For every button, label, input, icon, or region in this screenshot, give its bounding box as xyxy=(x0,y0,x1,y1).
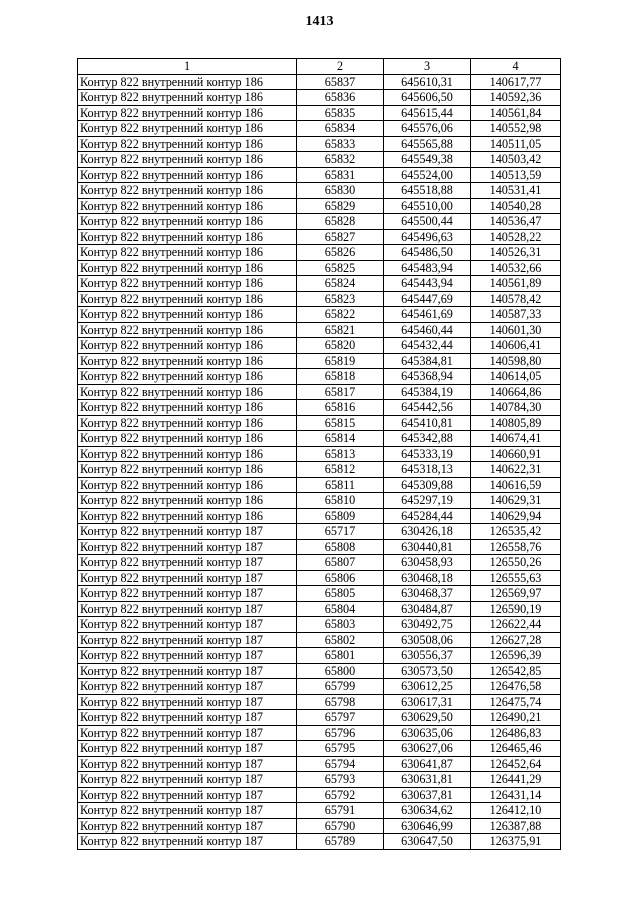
table-row xyxy=(78,570,561,586)
y-coordinate-cell: 140526,31 xyxy=(471,245,561,261)
y-coordinate-cell: 126622,44 xyxy=(471,617,561,633)
point-number-cell: 65807 xyxy=(297,555,384,571)
x-coordinate-cell: 645486,50 xyxy=(384,245,471,261)
y-coordinate-cell: 126535,42 xyxy=(471,524,561,540)
point-number-cell: 65834 xyxy=(297,121,384,137)
contour-name-cell: Контур 822 внутренний контур 187 xyxy=(78,725,297,741)
table-row xyxy=(78,384,561,400)
y-coordinate-cell: 140561,84 xyxy=(471,105,561,121)
point-number-cell: 65801 xyxy=(297,648,384,664)
table-row xyxy=(78,276,561,292)
x-coordinate-cell: 630468,18 xyxy=(384,570,471,586)
point-number-cell: 65798 xyxy=(297,694,384,710)
y-coordinate-cell: 126486,83 xyxy=(471,725,561,741)
page-number: 1413 xyxy=(305,14,334,29)
x-coordinate-cell: 630647,50 xyxy=(384,834,471,850)
x-coordinate-cell: 630492,75 xyxy=(384,617,471,633)
point-number-cell: 65805 xyxy=(297,586,384,602)
contour-name-cell: Контур 822 внутренний контур 186 xyxy=(78,400,297,416)
table-row xyxy=(78,369,561,385)
point-number-cell: 65827 xyxy=(297,229,384,245)
contour-name-cell: Контур 822 внутренний контур 186 xyxy=(78,121,297,137)
point-number-cell: 65806 xyxy=(297,570,384,586)
point-number-cell: 65821 xyxy=(297,322,384,338)
table-row xyxy=(78,291,561,307)
x-coordinate-cell: 645510,00 xyxy=(384,198,471,214)
point-number-cell: 65832 xyxy=(297,152,384,168)
contour-name-cell: Контур 822 внутренний контур 186 xyxy=(78,74,297,90)
contour-name-cell: Контур 822 внутренний контур 187 xyxy=(78,803,297,819)
table-row xyxy=(78,694,561,710)
x-coordinate-cell: 630617,31 xyxy=(384,694,471,710)
point-number-cell: 65829 xyxy=(297,198,384,214)
contour-name-cell: Контур 822 внутренний контур 186 xyxy=(78,462,297,478)
y-coordinate-cell: 140587,33 xyxy=(471,307,561,323)
table-row xyxy=(78,648,561,664)
y-coordinate-cell: 140601,30 xyxy=(471,322,561,338)
table-row xyxy=(78,555,561,571)
point-number-cell: 65799 xyxy=(297,679,384,695)
contour-name-cell: Контур 822 внутренний контур 186 xyxy=(78,508,297,524)
table-row xyxy=(78,772,561,788)
x-coordinate-cell: 630637,81 xyxy=(384,787,471,803)
table-row xyxy=(78,586,561,602)
point-number-cell: 65836 xyxy=(297,90,384,106)
contour-name-cell: Контур 822 внутренний контур 186 xyxy=(78,245,297,261)
x-coordinate-cell: 645342,88 xyxy=(384,431,471,447)
y-coordinate-cell: 140629,94 xyxy=(471,508,561,524)
point-number-cell: 65817 xyxy=(297,384,384,400)
header-col-3: 3 xyxy=(384,59,471,75)
x-coordinate-cell: 645447,69 xyxy=(384,291,471,307)
y-coordinate-cell: 140552,98 xyxy=(471,121,561,137)
contour-name-cell: Контур 822 внутренний контур 187 xyxy=(78,818,297,834)
contour-name-cell: Контур 822 внутренний контур 187 xyxy=(78,710,297,726)
point-number-cell: 65790 xyxy=(297,818,384,834)
x-coordinate-cell: 630612,25 xyxy=(384,679,471,695)
table-row xyxy=(78,415,561,431)
y-coordinate-cell: 140528,22 xyxy=(471,229,561,245)
x-coordinate-cell: 630468,37 xyxy=(384,586,471,602)
contour-name-cell: Контур 822 внутренний контур 187 xyxy=(78,679,297,695)
point-number-cell: 65792 xyxy=(297,787,384,803)
table-row xyxy=(78,803,561,819)
y-coordinate-cell: 140561,89 xyxy=(471,276,561,292)
contour-name-cell: Контур 822 внутренний контур 187 xyxy=(78,741,297,757)
table-row xyxy=(78,229,561,245)
y-coordinate-cell: 126452,64 xyxy=(471,756,561,772)
y-coordinate-cell: 126375,91 xyxy=(471,834,561,850)
contour-name-cell: Контур 822 внутренний контур 187 xyxy=(78,834,297,850)
table-row xyxy=(78,446,561,462)
point-number-cell: 65820 xyxy=(297,338,384,354)
x-coordinate-cell: 630440,81 xyxy=(384,539,471,555)
point-number-cell: 65795 xyxy=(297,741,384,757)
y-coordinate-cell: 140598,80 xyxy=(471,353,561,369)
x-coordinate-cell: 645496,63 xyxy=(384,229,471,245)
contour-name-cell: Контур 822 внутренний контур 187 xyxy=(78,756,297,772)
y-coordinate-cell: 140805,89 xyxy=(471,415,561,431)
contour-name-cell: Контур 822 внутренний контур 186 xyxy=(78,167,297,183)
contour-name-cell: Контур 822 внутренний контур 186 xyxy=(78,431,297,447)
table-row xyxy=(78,663,561,679)
table-row xyxy=(78,679,561,695)
contour-name-cell: Контур 822 внутренний контур 186 xyxy=(78,477,297,493)
table-row xyxy=(78,183,561,199)
table-row xyxy=(78,121,561,137)
contour-name-cell: Контур 822 внутренний контур 186 xyxy=(78,307,297,323)
point-number-cell: 65828 xyxy=(297,214,384,230)
x-coordinate-cell: 645461,69 xyxy=(384,307,471,323)
y-coordinate-cell: 140616,59 xyxy=(471,477,561,493)
x-coordinate-cell: 630641,87 xyxy=(384,756,471,772)
point-number-cell: 65830 xyxy=(297,183,384,199)
table-row xyxy=(78,741,561,757)
coordinates-table xyxy=(77,58,561,850)
table-row xyxy=(78,818,561,834)
y-coordinate-cell: 140606,41 xyxy=(471,338,561,354)
point-number-cell: 65837 xyxy=(297,74,384,90)
y-coordinate-cell: 140614,05 xyxy=(471,369,561,385)
table-row xyxy=(78,477,561,493)
table-row xyxy=(78,834,561,850)
contour-name-cell: Контур 822 внутренний контур 186 xyxy=(78,276,297,292)
y-coordinate-cell: 126476,58 xyxy=(471,679,561,695)
point-number-cell: 65825 xyxy=(297,260,384,276)
y-coordinate-cell: 126627,28 xyxy=(471,632,561,648)
contour-name-cell: Контур 822 внутренний контур 186 xyxy=(78,214,297,230)
y-coordinate-cell: 126558,76 xyxy=(471,539,561,555)
table-row xyxy=(78,90,561,106)
x-coordinate-cell: 645410,81 xyxy=(384,415,471,431)
contour-name-cell: Контур 822 внутренний контур 186 xyxy=(78,136,297,152)
x-coordinate-cell: 630508,06 xyxy=(384,632,471,648)
header-row xyxy=(78,59,561,75)
point-number-cell: 65809 xyxy=(297,508,384,524)
point-number-cell: 65813 xyxy=(297,446,384,462)
point-number-cell: 65794 xyxy=(297,756,384,772)
contour-name-cell: Контур 822 внутренний контур 187 xyxy=(78,772,297,788)
y-coordinate-cell: 126490,21 xyxy=(471,710,561,726)
contour-name-cell: Контур 822 внутренний контур 187 xyxy=(78,570,297,586)
table-body xyxy=(78,74,561,849)
contour-name-cell: Контур 822 внутренний контур 186 xyxy=(78,415,297,431)
contour-name-cell: Контур 822 внутренний контур 186 xyxy=(78,229,297,245)
y-coordinate-cell: 140511,05 xyxy=(471,136,561,152)
table-header xyxy=(78,59,561,75)
x-coordinate-cell: 645443,94 xyxy=(384,276,471,292)
table-row xyxy=(78,245,561,261)
table-row xyxy=(78,756,561,772)
point-number-cell: 65793 xyxy=(297,772,384,788)
y-coordinate-cell: 140629,31 xyxy=(471,493,561,509)
x-coordinate-cell: 645549,38 xyxy=(384,152,471,168)
point-number-cell: 65835 xyxy=(297,105,384,121)
contour-name-cell: Контур 822 внутренний контур 187 xyxy=(78,617,297,633)
contour-name-cell: Контур 822 внутренний контур 187 xyxy=(78,694,297,710)
y-coordinate-cell: 140578,42 xyxy=(471,291,561,307)
x-coordinate-cell: 645576,06 xyxy=(384,121,471,137)
y-coordinate-cell: 126387,88 xyxy=(471,818,561,834)
y-coordinate-cell: 140617,77 xyxy=(471,74,561,90)
table-row xyxy=(78,198,561,214)
contour-name-cell: Контур 822 внутренний контур 186 xyxy=(78,152,297,168)
y-coordinate-cell: 126550,26 xyxy=(471,555,561,571)
point-number-cell: 65791 xyxy=(297,803,384,819)
x-coordinate-cell: 645442,56 xyxy=(384,400,471,416)
point-number-cell: 65823 xyxy=(297,291,384,307)
x-coordinate-cell: 645565,88 xyxy=(384,136,471,152)
x-coordinate-cell: 645460,44 xyxy=(384,322,471,338)
contour-name-cell: Контур 822 внутренний контур 186 xyxy=(78,446,297,462)
y-coordinate-cell: 140664,86 xyxy=(471,384,561,400)
y-coordinate-cell: 140513,59 xyxy=(471,167,561,183)
contour-name-cell: Контур 822 внутренний контур 186 xyxy=(78,322,297,338)
contour-name-cell: Контур 822 внутренний контур 187 xyxy=(78,648,297,664)
contour-name-cell: Контур 822 внутренний контур 187 xyxy=(78,539,297,555)
y-coordinate-cell: 126596,39 xyxy=(471,648,561,664)
x-coordinate-cell: 645284,44 xyxy=(384,508,471,524)
table-row xyxy=(78,493,561,509)
x-coordinate-cell: 630484,87 xyxy=(384,601,471,617)
x-coordinate-cell: 630556,37 xyxy=(384,648,471,664)
y-coordinate-cell: 126465,46 xyxy=(471,741,561,757)
y-coordinate-cell: 126555,63 xyxy=(471,570,561,586)
y-coordinate-cell: 140784,30 xyxy=(471,400,561,416)
point-number-cell: 65818 xyxy=(297,369,384,385)
contour-name-cell: Контур 822 внутренний контур 186 xyxy=(78,90,297,106)
contour-name-cell: Контур 822 внутренний контур 187 xyxy=(78,632,297,648)
table-row xyxy=(78,260,561,276)
contour-name-cell: Контур 822 внутренний контур 187 xyxy=(78,663,297,679)
contour-name-cell: Контур 822 внутренний контур 186 xyxy=(78,105,297,121)
y-coordinate-cell: 140674,41 xyxy=(471,431,561,447)
x-coordinate-cell: 645297,19 xyxy=(384,493,471,509)
point-number-cell: 65810 xyxy=(297,493,384,509)
y-coordinate-cell: 126590,19 xyxy=(471,601,561,617)
contour-name-cell: Контур 822 внутренний контур 186 xyxy=(78,353,297,369)
y-coordinate-cell: 140532,66 xyxy=(471,260,561,276)
x-coordinate-cell: 645368,94 xyxy=(384,369,471,385)
table-row xyxy=(78,787,561,803)
x-coordinate-cell: 645309,88 xyxy=(384,477,471,493)
x-coordinate-cell: 630646,99 xyxy=(384,818,471,834)
contour-name-cell: Контур 822 внутренний контур 187 xyxy=(78,586,297,602)
table-row xyxy=(78,307,561,323)
point-number-cell: 65831 xyxy=(297,167,384,183)
contour-name-cell: Контур 822 внутренний контур 186 xyxy=(78,183,297,199)
table-row xyxy=(78,214,561,230)
header-col-1: 1 xyxy=(78,59,297,75)
contour-name-cell: Контур 822 внутренний контур 186 xyxy=(78,338,297,354)
x-coordinate-cell: 645610,31 xyxy=(384,74,471,90)
contour-name-cell: Контур 822 внутренний контур 187 xyxy=(78,601,297,617)
point-number-cell: 65797 xyxy=(297,710,384,726)
x-coordinate-cell: 645483,94 xyxy=(384,260,471,276)
x-coordinate-cell: 630627,06 xyxy=(384,741,471,757)
table-row xyxy=(78,338,561,354)
point-number-cell: 65816 xyxy=(297,400,384,416)
y-coordinate-cell: 126542,85 xyxy=(471,663,561,679)
x-coordinate-cell: 630426,18 xyxy=(384,524,471,540)
point-number-cell: 65717 xyxy=(297,524,384,540)
contour-name-cell: Контур 822 внутренний контур 187 xyxy=(78,787,297,803)
point-number-cell: 65800 xyxy=(297,663,384,679)
table-row xyxy=(78,632,561,648)
x-coordinate-cell: 645318,13 xyxy=(384,462,471,478)
table-row xyxy=(78,74,561,90)
point-number-cell: 65802 xyxy=(297,632,384,648)
x-coordinate-cell: 645384,81 xyxy=(384,353,471,369)
y-coordinate-cell: 126431,14 xyxy=(471,787,561,803)
table-row xyxy=(78,524,561,540)
y-coordinate-cell: 126569,97 xyxy=(471,586,561,602)
table-row xyxy=(78,105,561,121)
table-row xyxy=(78,136,561,152)
y-coordinate-cell: 140531,41 xyxy=(471,183,561,199)
contour-name-cell: Контур 822 внутренний контур 186 xyxy=(78,198,297,214)
table-row xyxy=(78,617,561,633)
x-coordinate-cell: 645615,44 xyxy=(384,105,471,121)
contour-name-cell: Контур 822 внутренний контур 186 xyxy=(78,384,297,400)
y-coordinate-cell: 140540,28 xyxy=(471,198,561,214)
point-number-cell: 65808 xyxy=(297,539,384,555)
y-coordinate-cell: 140660,91 xyxy=(471,446,561,462)
table-row xyxy=(78,400,561,416)
point-number-cell: 65789 xyxy=(297,834,384,850)
table-row xyxy=(78,539,561,555)
point-number-cell: 65819 xyxy=(297,353,384,369)
point-number-cell: 65796 xyxy=(297,725,384,741)
x-coordinate-cell: 645432,44 xyxy=(384,338,471,354)
x-coordinate-cell: 645524,00 xyxy=(384,167,471,183)
y-coordinate-cell: 140536,47 xyxy=(471,214,561,230)
y-coordinate-cell: 126412,10 xyxy=(471,803,561,819)
point-number-cell: 65814 xyxy=(297,431,384,447)
x-coordinate-cell: 630634,62 xyxy=(384,803,471,819)
y-coordinate-cell: 126475,74 xyxy=(471,694,561,710)
table-row xyxy=(78,167,561,183)
table-row xyxy=(78,725,561,741)
x-coordinate-cell: 630631,81 xyxy=(384,772,471,788)
point-number-cell: 65804 xyxy=(297,601,384,617)
contour-name-cell: Контур 822 внутренний контур 186 xyxy=(78,260,297,276)
table-row xyxy=(78,710,561,726)
table-row xyxy=(78,601,561,617)
contour-name-cell: Контур 822 внутренний контур 186 xyxy=(78,493,297,509)
point-number-cell: 65833 xyxy=(297,136,384,152)
x-coordinate-cell: 630573,50 xyxy=(384,663,471,679)
contour-name-cell: Контур 822 внутренний контур 186 xyxy=(78,291,297,307)
table-row xyxy=(78,322,561,338)
x-coordinate-cell: 645384,19 xyxy=(384,384,471,400)
contour-name-cell: Контур 822 внутренний контур 187 xyxy=(78,555,297,571)
point-number-cell: 65811 xyxy=(297,477,384,493)
point-number-cell: 65826 xyxy=(297,245,384,261)
point-number-cell: 65812 xyxy=(297,462,384,478)
contour-name-cell: Контур 822 внутренний контур 186 xyxy=(78,369,297,385)
point-number-cell: 65803 xyxy=(297,617,384,633)
x-coordinate-cell: 645333,19 xyxy=(384,446,471,462)
point-number-cell: 65815 xyxy=(297,415,384,431)
x-coordinate-cell: 630629,50 xyxy=(384,710,471,726)
y-coordinate-cell: 140622,31 xyxy=(471,462,561,478)
table-row xyxy=(78,462,561,478)
table-row xyxy=(78,353,561,369)
point-number-cell: 65824 xyxy=(297,276,384,292)
x-coordinate-cell: 645500,44 xyxy=(384,214,471,230)
table-row xyxy=(78,508,561,524)
table-row xyxy=(78,431,561,447)
x-coordinate-cell: 630635,06 xyxy=(384,725,471,741)
contour-name-cell: Контур 822 внутренний контур 187 xyxy=(78,524,297,540)
table-row xyxy=(78,152,561,168)
x-coordinate-cell: 630458,93 xyxy=(384,555,471,571)
header-col-4: 4 xyxy=(471,59,561,75)
x-coordinate-cell: 645518,88 xyxy=(384,183,471,199)
header-col-2: 2 xyxy=(297,59,384,75)
y-coordinate-cell: 140592,36 xyxy=(471,90,561,106)
point-number-cell: 65822 xyxy=(297,307,384,323)
y-coordinate-cell: 140503,42 xyxy=(471,152,561,168)
x-coordinate-cell: 645606,50 xyxy=(384,90,471,106)
y-coordinate-cell: 126441,29 xyxy=(471,772,561,788)
